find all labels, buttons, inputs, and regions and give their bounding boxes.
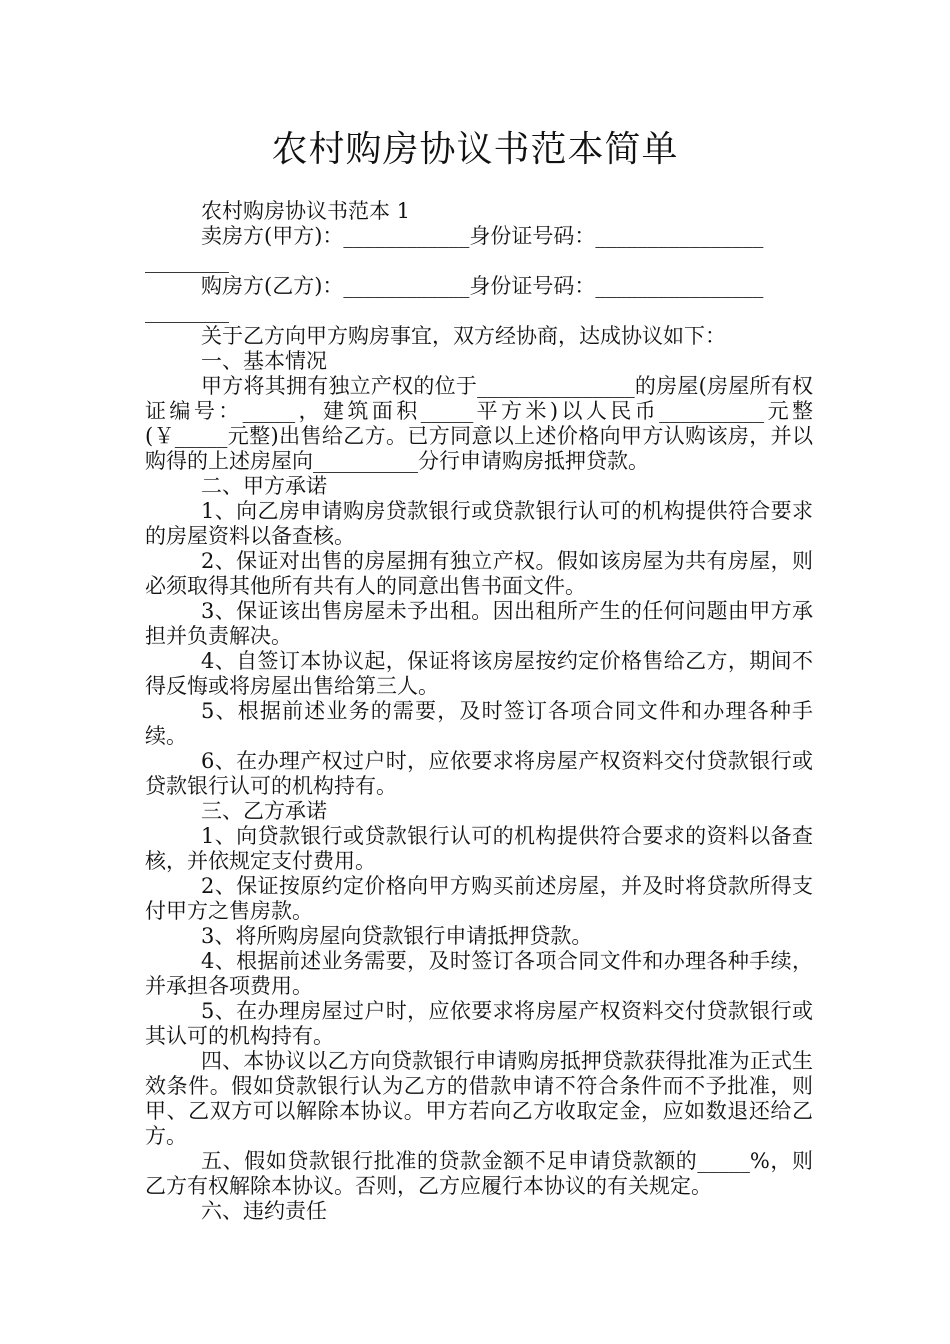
seller-line-continuation: ________ [145, 249, 229, 273]
list-item: 4、自签订本协议起，保证将该房屋按约定价格售给乙方，期间不得反悔或将房屋出售给第三人。 [145, 649, 813, 698]
list-item: 1、向乙房申请购房贷款银行或贷款银行认可的机构提供符合要求的房屋资料以备查核。 [145, 499, 813, 548]
list-item: 3、保证该出售房屋未予出租。因出租所产生的任何问题由甲方承担并负责解决。 [145, 599, 813, 648]
list-item: 1、向贷款银行或贷款银行认可的机构提供符合要求的资料以备查核，并依规定支付费用。 [145, 824, 813, 873]
paragraph: 甲方将其拥有独立产权的位于_______________的房屋(房屋所有权证编号：_____，建筑面积_____平方米)以人民币__________元整(￥_____元整)出售给乙方。已方同意以上述价格向甲方认购该房，并以购得的上述房屋向__________分行申请购房抵押贷款。 [145, 374, 813, 473]
seller-line: 卖房方(甲方)：____________身份证号码：________________ [201, 224, 764, 248]
paragraph: 五、假如贷款银行批准的贷款金额不足申请贷款额的_____%，则乙方有权解除本协议。否则，乙方应履行本协议的有关规定。 [145, 1149, 813, 1198]
list-item: 5、根据前述业务的需要，及时签订各项合同文件和办理各种手续。 [145, 699, 813, 748]
list-item: 2、保证按原约定价格向甲方购买前述房屋，并及时将贷款所得支付甲方之售房款。 [145, 874, 813, 923]
document-body [145, 199, 813, 1224]
list-item: 2、保证对出售的房屋拥有独立产权。假如该房屋为共有房屋，则必须取得其他所有共有人的同意出售书面文件。 [145, 549, 813, 598]
list-item: 3、将所购房屋向贷款银行申请抵押贷款。 [201, 924, 593, 948]
list-item: 5、在办理房屋过户时，应依要求将房屋产权资料交付贷款银行或其认可的机构持有。 [145, 999, 813, 1048]
list-item: 6、在办理产权过户时，应依要求将房屋产权资料交付贷款银行或贷款银行认可的机构持有。 [145, 749, 813, 798]
section-heading: 农村购房协议书范本 1 [201, 199, 411, 223]
section-heading: 三、乙方承诺 [201, 799, 327, 823]
section-heading: 二、甲方承诺 [201, 474, 327, 498]
buyer-line-continuation: ________ [145, 299, 229, 323]
document-title: 农村购房协议书范本简单 [271, 129, 679, 170]
buyer-line: 购房方(乙方)：____________身份证号码：________________ [201, 274, 764, 298]
section-heading: 六、违约责任 [201, 1199, 327, 1223]
paragraph: 关于乙方向甲方购房事宜，双方经协商，达成协议如下： [201, 324, 726, 348]
section-heading: 一、基本情况 [201, 349, 327, 373]
list-item: 4、根据前述业务需要，及时签订各项合同文件和办理各种手续，并承担各项费用。 [145, 949, 813, 998]
paragraph: 四、本协议以乙方向贷款银行申请购房抵押贷款获得批准为正式生效条件。假如贷款银行认为乙方的借款申请不符合条件而不予批准，则甲、乙双方可以解除本协议。甲方若向乙方收取定金，应如数退还给乙方。 [145, 1049, 813, 1148]
